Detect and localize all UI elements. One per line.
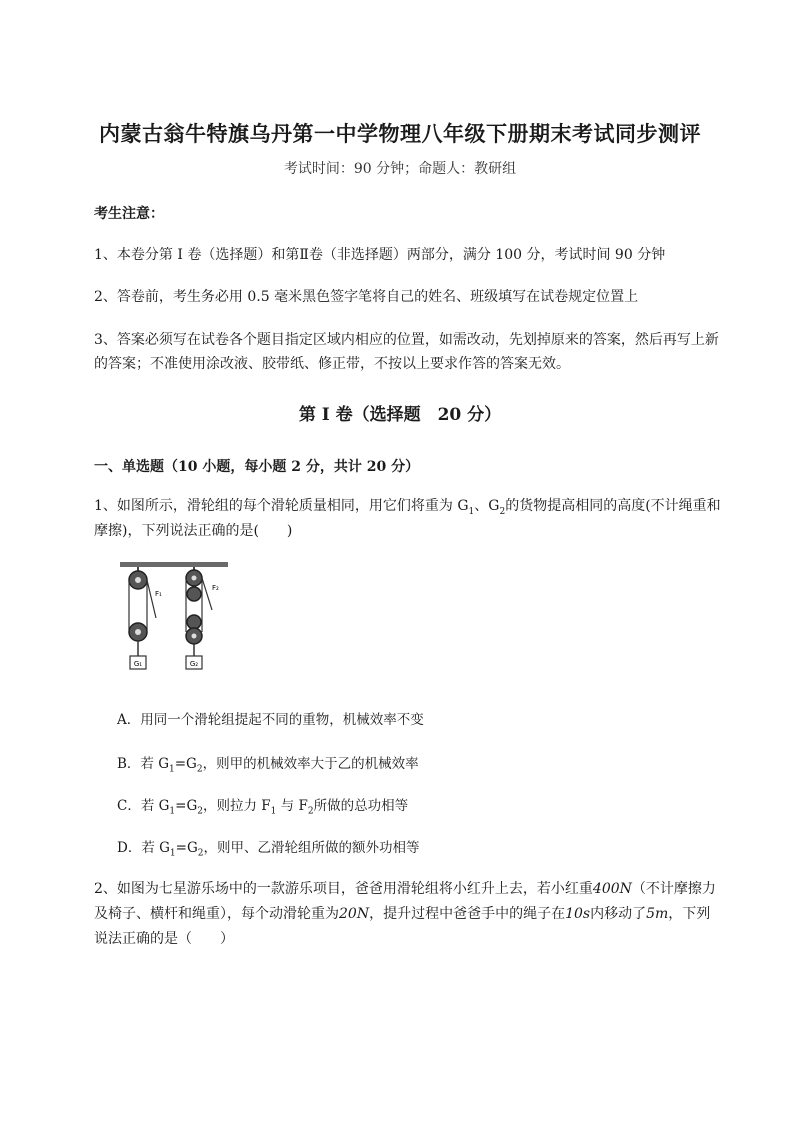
ceiling-beam [120,562,228,567]
option-sub: 2 [197,848,204,859]
page-title: 内蒙古翁牛特旗乌丹第一中学物理八年级下册期末考试同步测评 [99,121,701,146]
notice-heading: 考生注意： [94,206,164,222]
notice-item-2: 2、答卷前，考生务必用 0.5 毫米黑色签字笔将自己的姓名、班级填写在试卷规定位置上 [94,289,639,305]
q2-text: 2、如图为七星游乐场中的一款游乐项目，爸爸用滑轮组将小红升上去，若小红重 [94,881,593,897]
right-fixed-pulley-lower [187,587,201,601]
q2-value: 20N [339,906,370,922]
option-c [117,794,408,817]
option-b [117,752,419,775]
question-2-line-2 [94,902,710,927]
q2-text: 内移动了 [590,906,647,922]
pulley-figure [118,560,230,682]
option-text: ，则甲的机械效率大于乙的机械效率 [202,756,419,772]
q2-value: 5m [646,906,669,922]
option-sub: 1 [169,806,176,817]
option-sub: 1 [270,806,277,817]
question-2-line-1 [94,877,716,902]
notice-item-1: 1、本卷分第 I 卷（选择题）和第Ⅱ卷（非选择题）两部分，满分 100 分，考试时间 90 分钟 [94,247,666,263]
option-sub: 1 [169,848,176,859]
right-movable-axle [192,634,197,639]
left-pull-rope [147,580,156,618]
option-text: 所做的总功相等 [313,798,409,814]
notice-item-3-line-2: 的答案；不准使用涂改液、胶带纸、修正带，不按以上要求作答的答案无效。 [94,356,570,372]
q2-text: ，提升过程中爸爸手中的绳子在 [369,906,566,922]
part-heading: 一、单选题（10 小题，每小题 2 分，共计 20 分） [94,459,420,475]
q1-stem-part: 1、如图所示，滑轮组的每个滑轮质量相同，用它们将重为 G [94,498,469,514]
q2-value: 400N [592,881,632,897]
right-pull-rope [202,578,212,610]
option-text: B．若 G [117,756,169,772]
option-text: ，则甲、乙滑轮组所做的额外功相等 [203,840,420,856]
pulley-diagram [118,560,230,682]
option-text: 与 F [276,798,308,814]
option-text: =G [175,798,198,814]
q2-text: ，下列 [668,906,711,922]
g1-label: G₁ [133,660,143,668]
option-text: =G [175,840,198,856]
option-text: D．若 G [117,840,170,856]
option-sub: 1 [169,764,175,775]
option-text: ，则拉力 F [202,798,271,814]
right-movable-pulley-upper [187,615,201,629]
right-fixed-axle [192,576,197,581]
exam-info: 考试时间：90 分钟；命题人：教研组 [283,161,517,177]
f2-label: F₂ [212,584,219,592]
f1-label: F₁ [155,590,162,598]
option-text: =G [174,756,197,772]
notice-item-3-line-1: 3、答案必须写在试卷各个题目指定区域内相应的位置，如需改动，先划掉原来的答案，然后再写上新 [94,332,719,348]
option-a: A．用同一个滑轮组提起不同的重物，机械效率不变 [117,712,424,728]
left-fixed-axle [135,577,141,583]
question-1-stem-line-2: 摩擦)，下列说法正确的是( ) [94,523,293,539]
left-movable-axle [135,629,141,635]
option-sub: 2 [197,806,203,817]
q2-value: 10s [565,906,591,922]
option-text: C．若 G [117,798,170,814]
q1-sub: 2 [499,506,506,517]
option-sub: 2 [196,764,203,775]
option-sub: 2 [307,806,314,817]
q1-sub: 1 [468,506,475,517]
option-d [117,836,419,859]
q1-stem-part: 的货物提高相同的高度(不计绳重和 [505,498,721,514]
q1-stem-part: 、G [474,498,500,514]
question-2-line-3: 说法正确的是（ ） [94,931,234,947]
g2-label: G₂ [189,660,199,668]
q2-text: 及椅子、横杆和绳重），每个动滑轮重为 [94,906,339,922]
q2-text: （不计摩擦力 [631,881,716,897]
section-title: 第 I 卷（选择题 20 分） [298,405,502,425]
